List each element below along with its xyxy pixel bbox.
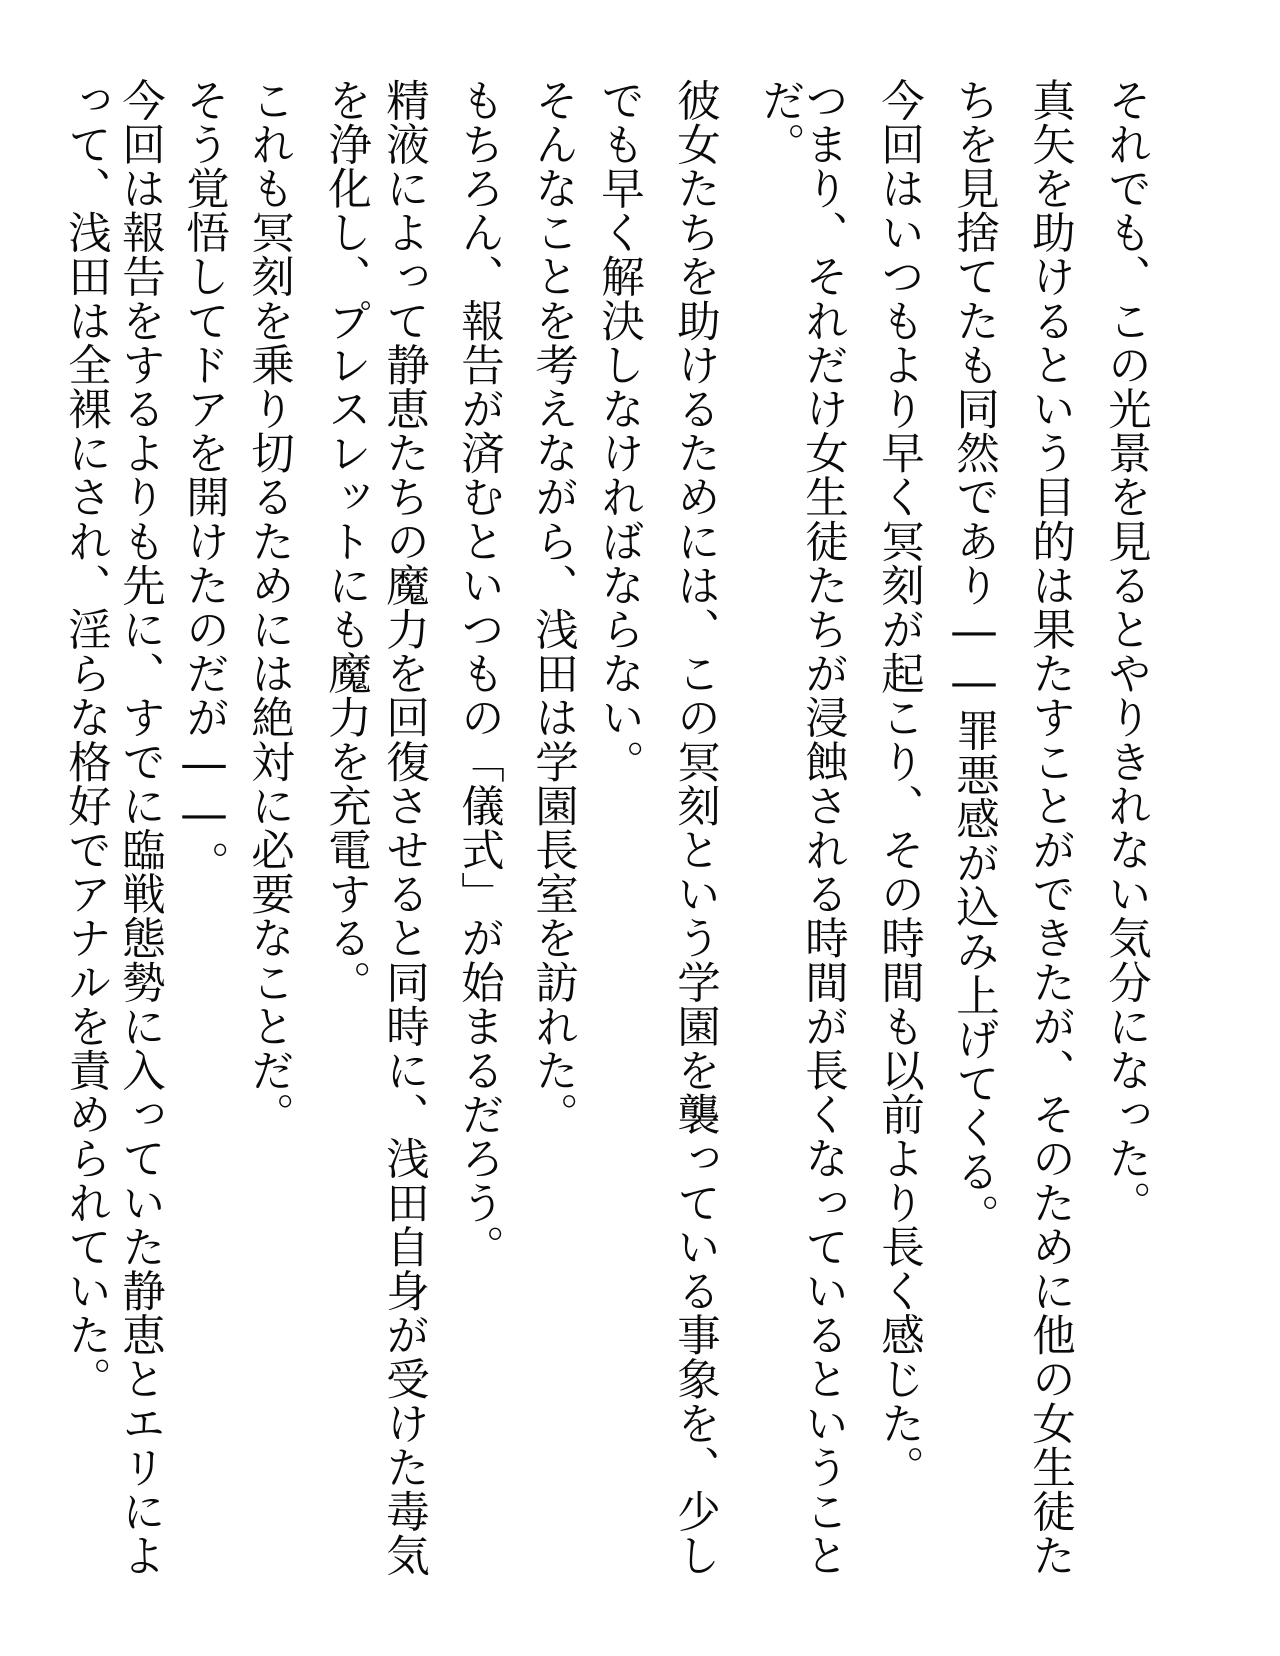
text-column-16-clipped bbox=[58, 78, 111, 1401]
text-column-1: それでも、この光景を見るとやりきれない気分になった。 bbox=[1101, 78, 1151, 1225]
text-column-8: でも早く解決しなければならない。 bbox=[594, 78, 644, 784]
text-column-9: そんなことを考えながら、浅田は学園長室を訪れた。 bbox=[528, 78, 578, 1137]
text-column-16: って、浅田は全裸にされ、淫らな格好でアナルを責められていた。 bbox=[61, 78, 111, 1401]
text-column-13: これも冥刻を乗り切るためには絶対に必要なことだ。 bbox=[244, 78, 294, 1137]
text-column-2: 真矢を助けるという目的は果たすことができたが、そのために他の女生徒た bbox=[1025, 78, 1075, 1578]
text-column-15: 今回は報告をするよりも先に、すでに臨戦態勢に入っていた静恵とエリによ bbox=[115, 78, 165, 1578]
text-column-3: ちを見捨てたも同然であり――罪悪感が込み上げてくる。 bbox=[949, 78, 999, 1238]
text-column-10: もちろん、報告が済むといつもの「儀式」が始まるだろう。 bbox=[454, 78, 504, 1269]
text-column-6: だ。 bbox=[755, 78, 805, 167]
text-column-4: 今回はいつもより早く冥刻が起こり、その時間も以前より長く感じた。 bbox=[874, 78, 924, 1490]
text-column-7: 彼女たちを助けるためには、この冥刻という学園を襲っている事象を、少し bbox=[670, 78, 720, 1578]
text-column-14: そう覚悟してドアを開けたのだが――。 bbox=[179, 78, 229, 885]
text-column-11: 精液によって静恵たちの魔力を回復させると同時に、浅田自身が受けた毒気 bbox=[379, 78, 429, 1578]
text-column-5: つまり、それだけ女生徒たちが浸蝕される時間が長くなっているということ bbox=[798, 78, 848, 1578]
text-column-12: を浄化し、プレスレットにも魔力を充電する。 bbox=[321, 78, 371, 1005]
